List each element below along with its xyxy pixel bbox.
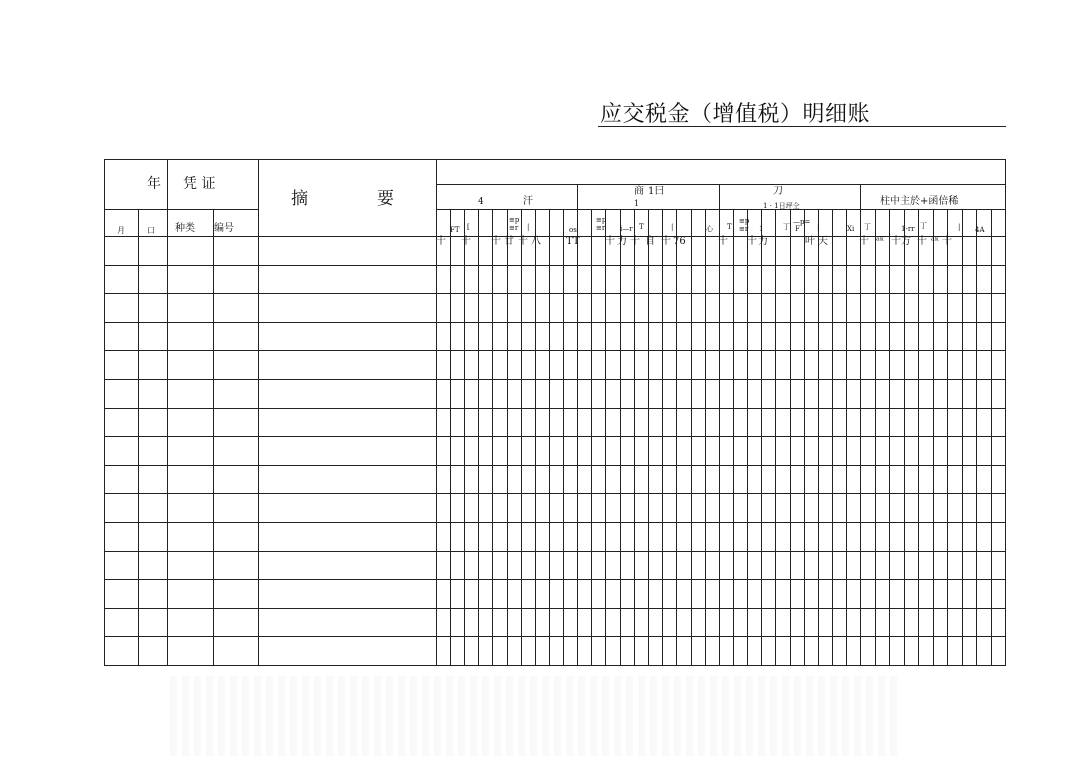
digit-column: [662, 209, 663, 665]
column-subheader: T: [727, 223, 732, 231]
title-underline: [598, 126, 1006, 127]
voucher-number-label: 编号: [214, 223, 234, 234]
digit-column: [818, 209, 819, 665]
digit-mark: 天: [818, 236, 828, 247]
group-divider: [860, 184, 861, 665]
column-subheader: 4A: [975, 226, 985, 234]
column-subheader: 1-rr: [901, 225, 915, 233]
voucher-type-label: 种类: [175, 223, 195, 234]
group-label: 4: [478, 197, 484, 207]
column-subheader: ≡p: [509, 216, 520, 224]
table-row-line: [105, 293, 1005, 294]
digit-column: [804, 209, 805, 665]
digit-mark: 方: [901, 236, 911, 247]
digit-column: [691, 209, 692, 665]
column-subheader: F: [795, 225, 800, 233]
digit-column: [591, 209, 592, 665]
digit-column: [733, 209, 734, 665]
digit-mark: 十: [718, 236, 728, 247]
summary-label: 要: [377, 189, 394, 209]
header-divider: [105, 209, 258, 210]
column-subheader: FT: [450, 226, 460, 234]
table-row-line: [105, 551, 1005, 552]
faded-footer-pattern: [170, 676, 900, 756]
table-row-line: [105, 465, 1005, 466]
page-title: 应交税金（增值税）明细账: [600, 102, 871, 127]
column-subheader: |: [817, 223, 820, 231]
column-subheader: T: [639, 223, 644, 231]
digit-mark: 叶: [805, 236, 815, 247]
digit-column: [991, 209, 992, 665]
digit-column: [962, 209, 963, 665]
table-row-line: [105, 379, 1005, 380]
digit-column: [620, 209, 621, 665]
digit-column: [478, 209, 479, 665]
table-row-line: [105, 322, 1005, 323]
digit-mark: 十: [859, 236, 869, 247]
table-row-line: [105, 350, 1005, 351]
digit-column: [904, 209, 905, 665]
table-row-line: [105, 408, 1005, 409]
group-label: 汗: [523, 196, 533, 207]
digit-column: [492, 209, 493, 665]
table-row-line: [105, 265, 1005, 266]
digit-column: [775, 209, 776, 665]
digit-mark: 十: [461, 236, 471, 247]
digit-mark: 自: [645, 236, 655, 247]
digit-mark: 十: [491, 236, 501, 247]
digit-mark: 十: [518, 236, 528, 247]
year-label: 年: [147, 176, 161, 192]
column-divider: [138, 209, 139, 665]
digit-mark: 十: [747, 236, 757, 247]
digit-mark: 十: [891, 236, 901, 247]
digit-mark: 十: [917, 236, 927, 247]
column-subheader: os: [569, 226, 577, 234]
column-subheader: ≡r: [596, 224, 606, 232]
digit-mark: TT: [566, 236, 580, 247]
column-divider: [213, 209, 214, 665]
group-divider: [719, 184, 720, 665]
digit-mark: 力: [758, 236, 768, 247]
voucher-label: 凭 证: [183, 176, 216, 192]
digit-column: [521, 209, 522, 665]
table-row-line: [105, 579, 1005, 580]
column-subheader: ≡r: [509, 224, 519, 232]
digit-column: [605, 209, 606, 665]
digit-column: [747, 209, 748, 665]
day-label: 口: [147, 226, 155, 235]
digit-column: [790, 209, 791, 665]
digit-column: [648, 209, 649, 665]
column-subheader: |: [958, 223, 961, 231]
column-subheader: 1: [759, 225, 764, 233]
digit-column: [563, 209, 564, 665]
digit-column: [705, 209, 706, 665]
column-subheader: 丁: [920, 222, 927, 230]
group-label: 商: [634, 186, 644, 197]
column-subheader: ≡p: [739, 217, 750, 225]
column-subheader: Xi: [847, 225, 855, 233]
column-subheader: 丁: [783, 223, 790, 231]
ledger-table: [104, 159, 1006, 666]
digit-column: [535, 209, 536, 665]
digit-column: [676, 209, 677, 665]
group-header-top: [436, 184, 1005, 185]
digit-column: [634, 209, 635, 665]
group-label: 柱中主於+函倍稀: [880, 196, 959, 207]
digit-mark: 廿: [504, 236, 514, 247]
digit-mark: 十: [605, 236, 615, 247]
table-row-line: [105, 636, 1005, 637]
digit-mark: 十: [661, 236, 671, 247]
group-label: 1: [634, 199, 640, 208]
table-row-line: [105, 522, 1005, 523]
digit-column: [549, 209, 550, 665]
digit-column: [976, 209, 977, 665]
digit-column: [846, 209, 847, 665]
table-row-line: [105, 493, 1005, 494]
column-subheader: 丁: [864, 223, 871, 231]
column-subheader: |: [671, 223, 674, 231]
column-subheader: |: [527, 223, 530, 231]
digit-column: [889, 209, 890, 665]
digit-column: [947, 209, 948, 665]
column-subheader: ≡r: [739, 225, 749, 233]
group-label: 1曰: [648, 186, 665, 197]
digit-column: [464, 209, 465, 665]
digit-column: [933, 209, 934, 665]
column-subheader: ≡p: [596, 216, 607, 224]
digit-mark: ᵃᵏ: [876, 236, 884, 247]
digit-column: [918, 209, 919, 665]
digit-column: [507, 209, 508, 665]
group-label: 1 · 1日坪仝: [763, 202, 800, 210]
column-subheader: 心: [706, 225, 713, 233]
digit-mark: 十: [630, 236, 640, 247]
digit-column: [875, 209, 876, 665]
summary-label: 摘: [291, 189, 308, 209]
month-label: 月: [117, 226, 125, 235]
table-row-line: [105, 436, 1005, 437]
group-divider: [577, 184, 578, 665]
table-row-line: [105, 608, 1005, 609]
header-bottom: [105, 236, 1005, 237]
digit-mark: 力: [617, 236, 627, 247]
digit-column: [832, 209, 833, 665]
digit-mark: ᵃᵏ: [931, 236, 939, 247]
digit-mark: 十: [942, 236, 952, 247]
column-subheader: i—r: [620, 225, 633, 233]
digit-mark: 十: [436, 236, 446, 247]
group-label: 刀: [773, 186, 783, 197]
column-subheader: —p=: [793, 218, 811, 226]
digit-column: [761, 209, 762, 665]
column-subheader: [: [467, 223, 470, 231]
digit-column: [450, 209, 451, 665]
digit-mark: 76: [673, 236, 686, 247]
digit-mark: 八: [531, 236, 541, 247]
